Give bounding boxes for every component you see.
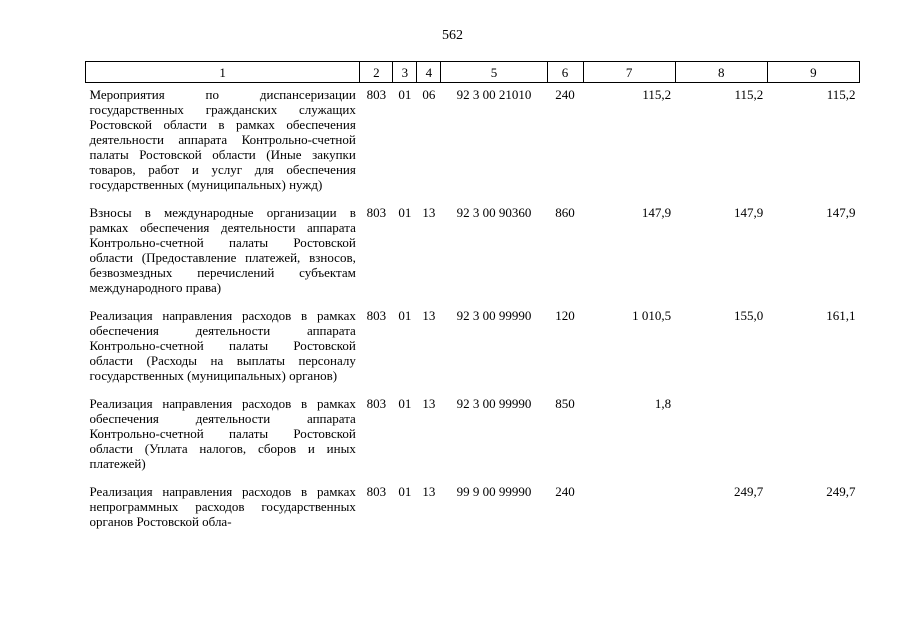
expense-type-code: 120 [555,308,575,323]
ministry-code: 803 [366,396,387,411]
header-cell: 5 [441,62,547,83]
amount-col9: 147,9 [826,205,856,220]
expense-type-code: 240 [555,87,575,102]
header-cell: 2 [360,62,393,83]
section-code: 01 [398,396,412,411]
expense-type-code: 240 [555,484,575,499]
header-cell: 1 [86,62,360,83]
header-cell: 3 [393,62,417,83]
ministry-code: 803 [366,484,387,499]
table-row [86,392,860,480]
header-cell: 9 [767,62,859,83]
table-row [86,83,860,202]
header-cell: 4 [417,62,441,83]
header-row [86,62,860,83]
subsection-code: 06 [422,87,436,102]
expense-type-code: 850 [555,396,575,411]
amount-col8 [675,392,767,480]
section-code: 01 [398,205,412,220]
subsection-code: 13 [422,205,436,220]
amount-col7: 115,2 [642,87,672,102]
header-cell: 8 [675,62,767,83]
section-code: 01 [398,308,412,323]
table-row [86,304,860,392]
row-description: Реализация направления расходов в рамках обеспечения деятельности аппарата Контрольно-счетной палаты Ростовской области (Расходы на выплаты персоналу государственных (муниципальных) органов) [89,308,356,383]
amount-col8: 249,7 [734,484,764,499]
section-code: 01 [398,87,412,102]
target-article-code: 92 3 00 99990 [456,396,532,411]
header-cell: 7 [583,62,675,83]
target-article-code: 92 3 00 99990 [456,308,532,323]
header-cell: 6 [547,62,583,83]
ministry-code: 803 [366,308,387,323]
table-row [86,480,860,538]
budget-table [85,61,860,538]
amount-col8: 155,0 [734,308,764,323]
ministry-code: 803 [366,205,387,220]
amount-col9: 249,7 [826,484,856,499]
target-article-code: 92 3 00 21010 [456,87,532,102]
section-code: 01 [398,484,412,499]
page-number: 562 [442,28,463,43]
amount-col7: 147,9 [641,205,672,220]
row-description: Реализация направления расходов в рамках непрограммных расходов государственных органов Ростовской обла- [89,484,356,529]
subsection-code: 13 [422,396,436,411]
amount-col8: 147,9 [734,205,764,220]
amount-col8: 115,2 [734,87,764,102]
amount-col9: 161,1 [826,308,856,323]
row-description: Реализация направления расходов в рамках обеспечения деятельности аппарата Контрольно-счетной палаты Ростовской области (Уплата налогов, сборов и иных платежей) [89,396,356,471]
expense-type-code: 860 [555,205,575,220]
amount-col9: 115,2 [826,87,856,102]
target-article-code: 99 9 00 99990 [456,484,532,499]
target-article-code: 92 3 00 90360 [456,205,532,220]
table-row [86,201,860,304]
amount-col7: 1,8 [654,396,672,411]
row-description: Взносы в международные организации в рамках обеспечения деятельности аппарата Контрольно-счетной палаты Ростовской области (Предоставление платежей, взносов, безвозмездных перечислений субъектам международного права) [89,205,356,295]
amount-col7: 1 010,5 [632,308,672,323]
row-description: Мероприятия по диспансеризации государственных гражданских служащих Ростовской области в рамках обеспечения деятельности аппарата Контрольно-счетной палаты Ростовской области (Иные закупки товаров, работ и услуг для обеспечения государственных (муниципальных) нужд) [89,87,356,192]
amount-col7 [583,480,675,538]
amount-col9 [767,392,859,480]
subsection-code: 13 [422,308,436,323]
ministry-code: 803 [366,87,387,102]
subsection-code: 13 [422,484,436,499]
